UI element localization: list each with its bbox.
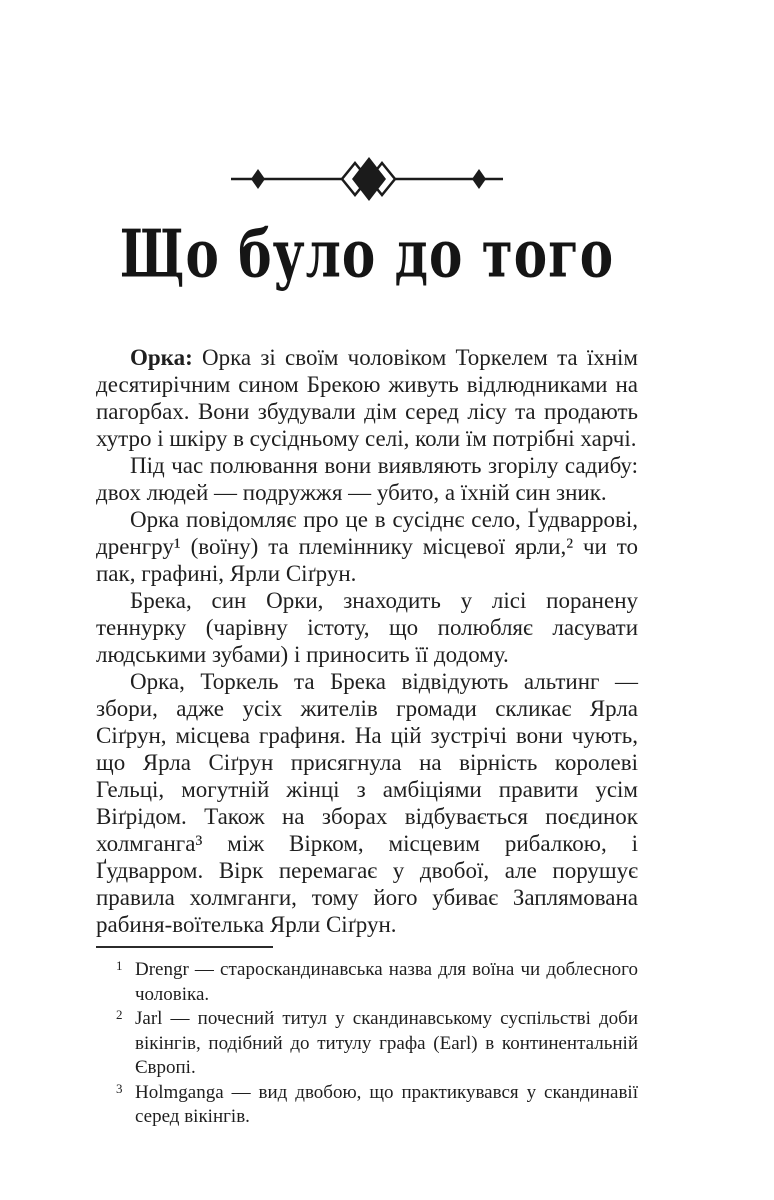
footnote-number: 2 — [116, 1007, 123, 1022]
footnote — [96, 958, 638, 1007]
body-text — [96, 344, 638, 938]
footnotes-section — [96, 946, 638, 1130]
paragraph: Під час полювання вони виявляють згорілу садибу: двох людей — подружжя — убито, а їхній син зник. — [96, 453, 638, 505]
footnote-number: 1 — [116, 958, 123, 973]
footnote-number: 3 — [116, 1080, 123, 1096]
footnote — [96, 1081, 638, 1130]
chapter-title: Що було до того — [119, 214, 615, 293]
ornament-divider — [96, 153, 638, 205]
paragraph — [96, 344, 638, 452]
footnote-separator — [96, 946, 273, 948]
footnote-text: Holmganga — вид двобою, що практикувався у скандинавії серед вікінгів. — [135, 1081, 638, 1127]
paragraph: Брека, син Орки, знаходить у лісі поранену теннурку (чарівну істоту, що полюбляє ласувати людськими зубами) і приносить її додому. — [96, 588, 638, 667]
footnote-text: Jarl — почесний титул у скандинавському суспільстві доби вікінгів, подібний до титулу графа (Earl) в континентальній Європі. — [135, 1008, 638, 1078]
paragraph-lead: Орка: — [130, 345, 193, 370]
footnote-text: Drengr — староскандинавська назва для воїна чи доблесного чоловіка. — [135, 959, 638, 1005]
diamond-divider-icon — [231, 153, 503, 205]
paragraph-text: Орка зі своїм чоловіком Торкелем та їхнім десятирічним сином Брекою живуть відлюдниками на пагорбах. Вони збудували дім серед лісу та продають хутро і шкіру в сусідньому селі, коли їм потрібні харчі. — [96, 345, 638, 451]
footnote — [96, 1007, 638, 1081]
paragraph: Орка повідомляє про це в сусіднє село, Ґудваррові, дренгру¹ (воїну) та племіннику місцевої ярли,² чи то пак, графині, Ярли Сіґрун. — [96, 507, 638, 586]
paragraph: Орка, Торкель та Брека відвідують альтинг — збори, адже усіх жителів громади скликає Ярла Сіґрун, місцева графиня. На цій зустрічі вони чують, що Ярла Сіґрун присягнула на вірність королеві Гельці, могутній жінці з амбіціями правити усім Віґрідом. Також на зборах відбувається поєдинок холмганга³ між Вірком, місцевим рибалкою, і Ґудварром. Вірк перемагає у двобої, але порушує правила холмганги, тому його убиває Заплямована рабиня-воїтелька Ярли Сіґрун. — [96, 669, 638, 937]
